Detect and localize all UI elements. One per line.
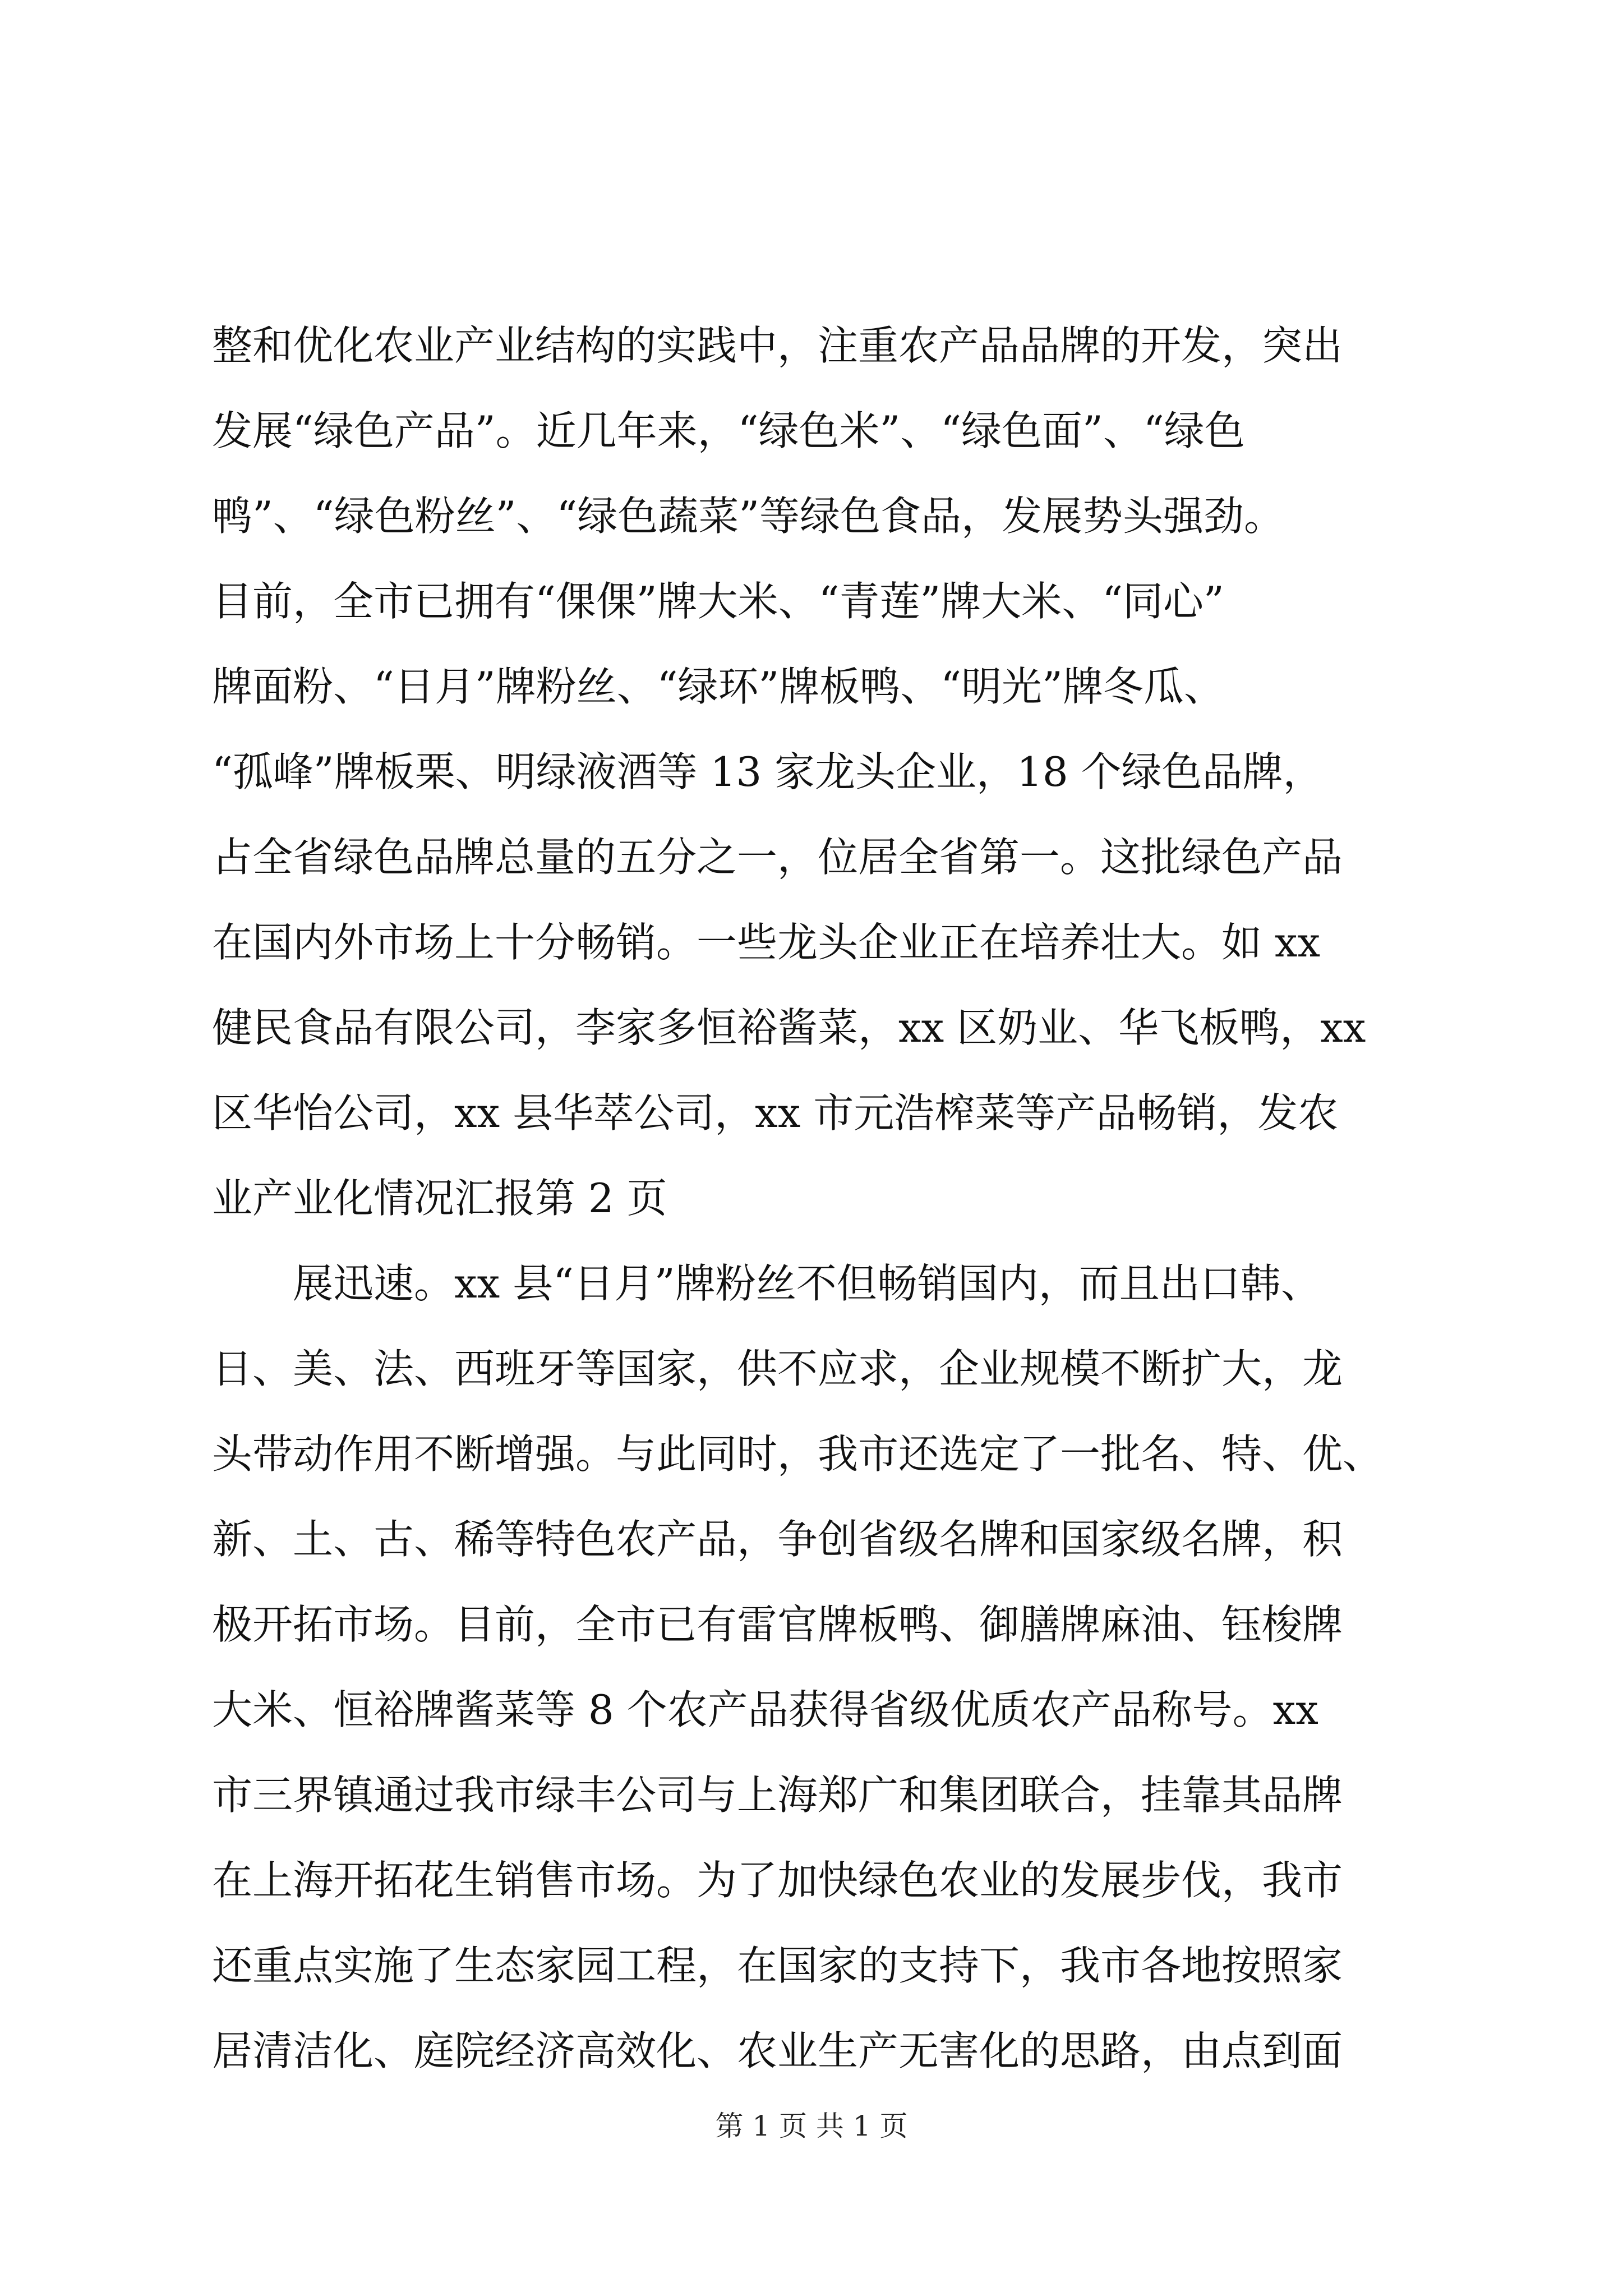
text-line: 目前，全市已拥有“倮倮”牌大米、“青莲”牌大米、“同心” [212, 578, 1224, 625]
text-line: 业产业化情况汇报第 2 页 [212, 1175, 667, 1222]
text-line: 在上海开拓花生销售市场。为了加快绿色农业的发展步伐，我市 [212, 1857, 1343, 1904]
body-text [212, 303, 1423, 2093]
page-footer: 第 1 页 共 1 页 [715, 2110, 908, 2142]
text-line: 发展“绿色产品”。近几年来，“绿色米”、“绿色面”、“绿色 [212, 407, 1245, 454]
text-line: 极开拓市场。目前，全市已有雷官牌板鸭、御膳牌麻油、钰梭牌 [212, 1601, 1343, 1648]
text-line: “孤峰”牌板栗、明绿液酒等 13 家龙头企业，18 个绿色品牌， [212, 748, 1324, 795]
text-line: 牌面粉、“日月”牌粉丝、“绿环”牌板鸭、“明光”牌冬瓜、 [212, 663, 1224, 710]
text-line: 居清洁化、庭院经济高效化、农业生产无害化的思路，由点到面 [212, 2027, 1343, 2074]
text-line: 在国内外市场上十分畅销。一些龙头企业正在培养壮大。如 xx [212, 919, 1321, 966]
paragraph-first-line: 展迅速。xx 县“日月”牌粉丝不但畅销国内，而且出口韩、 [293, 1260, 1321, 1307]
text-line: 区华怡公司，xx 县华萃公司，xx 市元浩榨菜等产品畅销，发农 [212, 1089, 1339, 1137]
text-line: 占全省绿色品牌总量的五分之一，位居全省第一。这批绿色产品 [212, 834, 1343, 881]
text-line: 市三界镇通过我市绿丰公司与上海郑广和集团联合，挂靠其品牌 [212, 1772, 1343, 1819]
text-line: 鸭”、“绿色粉丝”、“绿色蔬菜”等绿色食品，发展势头强劲。 [212, 493, 1285, 540]
text-line: 整和优化农业产业结构的实践中，注重农产品品牌的开发，突出 [212, 322, 1343, 369]
text-line: 新、土、古、稀等特色农产品，争创省级名牌和国家级名牌，积 [212, 1516, 1343, 1563]
text-line: 日、美、法、西班牙等国家，供不应求，企业规模不断扩大，龙 [212, 1345, 1343, 1392]
text-line: 大米、恒裕牌酱菜等 8 个农产品获得省级优质农产品称号。xx [212, 1686, 1318, 1733]
text-line: 健民食品有限公司，李家多恒裕酱菜，xx 区奶业、华飞板鸭，xx [212, 1004, 1366, 1051]
text-line: 头带动作用不断增强。与此同时，我市还选定了一批名、特、优、 [212, 1430, 1384, 1478]
text-line: 还重点实施了生态家园工程，在国家的支持下，我市各地按照家 [212, 1942, 1343, 1989]
